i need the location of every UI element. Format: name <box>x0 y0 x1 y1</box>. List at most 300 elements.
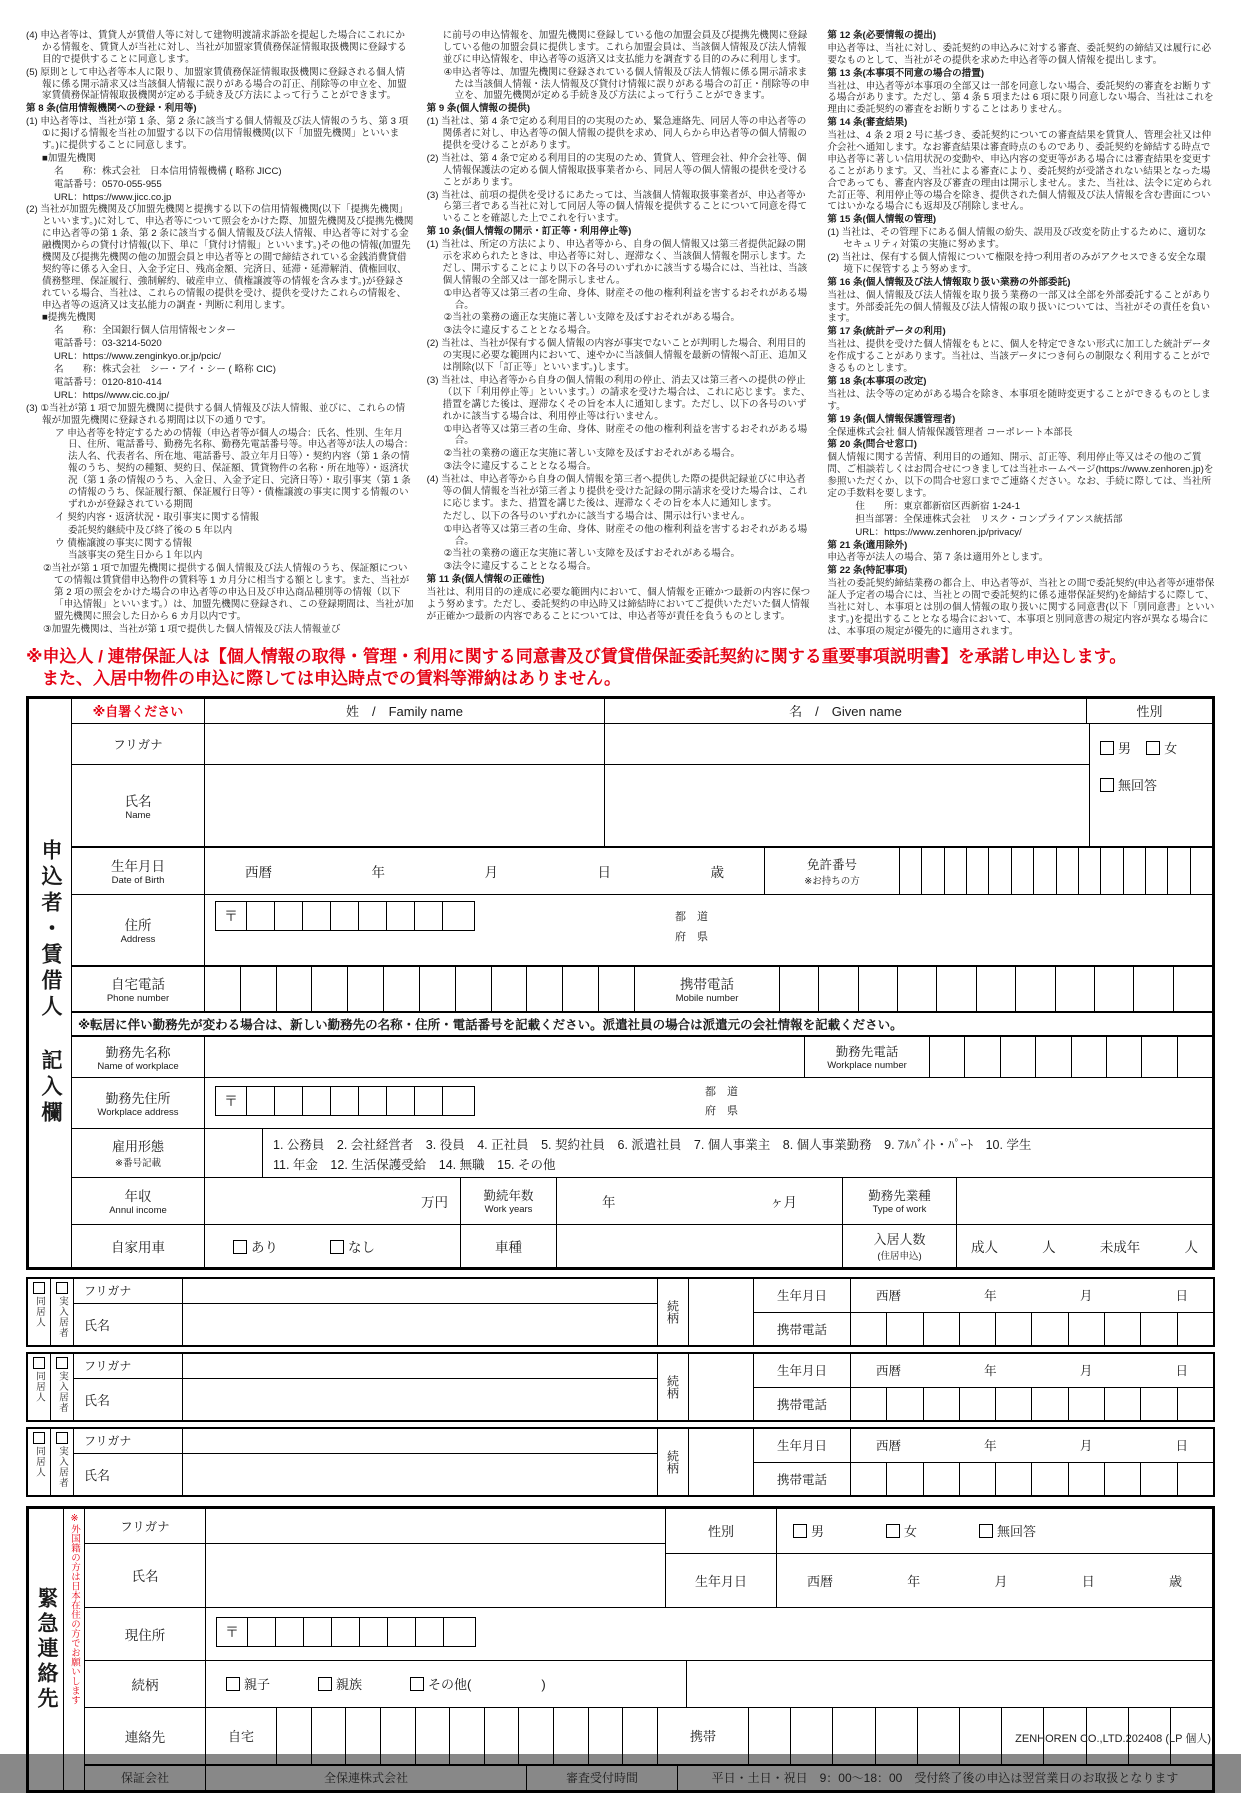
cohabitant-checkbox[interactable] <box>33 1432 45 1444</box>
em-postal-boxes[interactable] <box>216 1617 476 1647</box>
input-box[interactable] <box>345 1708 380 1764</box>
postal-box[interactable] <box>331 1618 359 1646</box>
terms-text: 申込者等は、当社に対し、委託契約の申込みに対する審査、委託契約の締結又は履行に必要なものとして、当社がその提供を求めた申込者等の個人情報を提出します。 <box>827 42 1212 66</box>
cohab-mobile-boxes[interactable] <box>850 1388 1213 1420</box>
input-box[interactable] <box>818 967 857 1011</box>
input-box[interactable] <box>1106 1037 1141 1077</box>
tenure-input[interactable] <box>556 1178 842 1224</box>
cohab-relation-cell[interactable] <box>657 1279 689 1345</box>
input-box[interactable] <box>1141 1037 1176 1077</box>
name-given-input[interactable] <box>604 765 1089 846</box>
guarantor-name: 全保連株式会社 <box>205 1766 526 1790</box>
cohab-relation-label: 続柄 <box>665 1374 680 1399</box>
input-box[interactable] <box>995 1463 1031 1495</box>
terms-text: 電話番号：0570-055-955 <box>54 178 162 190</box>
postal-box[interactable] <box>415 1618 443 1646</box>
cohab-day-label: 日 <box>1175 1289 1188 1304</box>
applicant-form-sidebar <box>29 699 72 1267</box>
input-box[interactable] <box>1056 848 1078 894</box>
input-box[interactable] <box>1104 1463 1140 1495</box>
workplace-note: ※転居に伴い勤務先が変わる場合は、新しい勤務先の名称・住所・電話番号を記載ください。派遣社員の場合は派遣元の会社情報を記載ください。 <box>78 1017 903 1032</box>
workplace-phone-boxes[interactable] <box>929 1037 1212 1077</box>
input-box[interactable] <box>959 1708 1001 1764</box>
postal-box[interactable] <box>358 1087 386 1115</box>
cohabitant-label: 同居人 <box>34 1370 45 1403</box>
cohab-furigana-label: フリガナ <box>74 1429 182 1454</box>
em-rel-parent-label: 親子 <box>244 1677 271 1693</box>
input-box[interactable] <box>886 1313 922 1345</box>
input-box[interactable] <box>588 1708 623 1764</box>
cohabitant-checkbox[interactable] <box>33 1282 45 1294</box>
income-label-en: Annul income <box>109 1205 167 1217</box>
em-rel-parent-checkbox[interactable] <box>226 1677 240 1691</box>
input-box[interactable] <box>995 1313 1031 1345</box>
postal-box[interactable] <box>246 1087 274 1115</box>
employment-options-line2: 11. 年金 12. 生活保護受給 14. 無職 15. その他 <box>273 1157 556 1172</box>
input-box[interactable] <box>1104 1313 1140 1345</box>
car-no-checkbox[interactable] <box>330 1240 344 1254</box>
car-no-label: なし <box>348 1239 375 1255</box>
age-label: 歳 <box>710 864 724 880</box>
input-box[interactable] <box>526 967 562 1011</box>
input-box[interactable] <box>1068 1463 1104 1495</box>
postal-box[interactable] <box>303 1618 331 1646</box>
furigana-label: フリガナ <box>113 737 163 752</box>
input-box[interactable] <box>455 967 491 1011</box>
input-box[interactable] <box>1015 967 1054 1011</box>
input-box[interactable] <box>1094 967 1133 1011</box>
input-box[interactable] <box>1031 1388 1067 1420</box>
emergency-sidebar <box>29 1509 64 1790</box>
cohab-name-input[interactable] <box>183 1454 657 1495</box>
prefecture-suffix: 都 道 府 県 <box>675 910 708 944</box>
em-day-label: 日 <box>1081 1573 1095 1589</box>
address-row <box>72 894 1212 965</box>
terms-text: ②当社の業務の適正な実施に著しい支障を及ぼすおそれがある場合。 <box>443 312 741 324</box>
workplace-phone-label: 勤務先電話 <box>835 1045 899 1060</box>
cohab-name-label: 氏名 <box>84 1392 111 1408</box>
input-box[interactable] <box>959 1463 995 1495</box>
postal-code-boxes[interactable] <box>215 901 475 931</box>
input-box[interactable] <box>1133 967 1172 1011</box>
cohab-furigana-input[interactable] <box>183 1279 657 1304</box>
terms-text: 第 17 条(統計データの利用) <box>827 326 946 338</box>
postal-box[interactable] <box>414 1087 442 1115</box>
terms-text: 担当部署：全保連株式会社 リスク・コンプライアンス統括部 <box>855 513 1123 525</box>
terms-text: 第 8 条(信用情報機関への登録・利用等) <box>26 103 197 115</box>
postal-box[interactable] <box>302 1087 330 1115</box>
resident-checkbox[interactable] <box>56 1282 68 1294</box>
em-female-label: 女 <box>904 1524 918 1540</box>
input-box[interactable] <box>886 1463 922 1495</box>
workplace-address-row <box>72 1077 1212 1128</box>
employment-options-line1: 1. 公務員 2. 会社経営者 3. 役員 4. 正社員 5. 契約社員 6. 派遣社員 7. 個人事業主 8. 個人事業勤務 9. ｱﾙﾊﾞｲﾄ・ﾊﾟｰﾄ 10. 学生 <box>273 1137 1032 1152</box>
input-box[interactable] <box>851 1463 886 1495</box>
industry-input[interactable] <box>956 1178 1212 1224</box>
input-box[interactable] <box>1000 1037 1035 1077</box>
terms-section <box>0 0 1241 639</box>
emergency-foreigner-note: ※外国籍の方は日本在住の方でお願いします <box>69 1512 80 1705</box>
input-box[interactable] <box>1140 1463 1176 1495</box>
input-box[interactable] <box>1145 848 1167 894</box>
input-box[interactable] <box>1031 1313 1067 1345</box>
em-dob-input[interactable] <box>776 1554 1212 1607</box>
input-box[interactable] <box>1167 848 1189 894</box>
input-box[interactable] <box>1031 1463 1067 1495</box>
terms-text: ③法令に違反することとなる場合。 <box>443 561 597 573</box>
terms-column-3 <box>827 30 1215 639</box>
input-box[interactable] <box>1177 1463 1213 1495</box>
input-box[interactable] <box>917 1708 959 1764</box>
postal-box[interactable] <box>386 902 414 930</box>
postal-box[interactable] <box>414 902 442 930</box>
input-box[interactable] <box>1100 848 1122 894</box>
terms-column-2 <box>427 30 815 639</box>
input-box[interactable] <box>1055 967 1094 1011</box>
furigana-family-input[interactable] <box>204 724 604 764</box>
income-label: 年収 <box>124 1189 152 1205</box>
name-block-row <box>72 723 1212 846</box>
resident-checkbox-col <box>51 1429 74 1495</box>
sign-note: ※自署ください <box>92 704 184 720</box>
postal-box[interactable] <box>386 1087 414 1115</box>
input-box[interactable] <box>518 1708 553 1764</box>
em-name-label: 氏名 <box>131 1569 159 1585</box>
cohabitant-checkbox-col <box>28 1354 51 1420</box>
em-female-checkbox[interactable] <box>886 1524 900 1538</box>
input-box[interactable] <box>936 967 975 1011</box>
input-box[interactable] <box>886 1388 922 1420</box>
address-label-en: Address <box>120 934 156 946</box>
license-note: ※お持ちの方 <box>804 875 860 887</box>
em-furigana-input[interactable] <box>205 1509 665 1543</box>
input-box[interactable] <box>419 967 455 1011</box>
terms-text: 当社は、申込者等が本事項の全部又は一部を同意しない場合、委託契約の審査をお断りする場合があります。ただし、第 4 条 5 項または 6 項に限り同意しない場合、当社はこれを理由に委託契約の審査をお断りすることはありません。 <box>827 80 1214 116</box>
cohab-dob-input[interactable] <box>850 1279 1213 1312</box>
year-label: 年 <box>371 864 385 880</box>
postal-box[interactable] <box>442 902 470 930</box>
postal-box[interactable] <box>359 1618 387 1646</box>
employment-note: ※番号記載 <box>115 1158 161 1170</box>
minors-unit: 人 <box>1184 1239 1198 1255</box>
postal-box[interactable] <box>247 1618 275 1646</box>
cohab-name-input[interactable] <box>183 1379 657 1420</box>
license-number-boxes[interactable] <box>899 848 1212 894</box>
car-yes-checkbox[interactable] <box>233 1240 247 1254</box>
input-box[interactable] <box>1035 1037 1070 1077</box>
occupants-input[interactable] <box>956 1225 1212 1267</box>
input-box[interactable] <box>380 1708 415 1764</box>
tenure-year-label: 年 <box>602 1194 616 1210</box>
postal-box[interactable] <box>358 902 386 930</box>
em-rel-relative-checkbox[interactable] <box>318 1677 332 1691</box>
postal-box[interactable] <box>274 1087 302 1115</box>
input-box[interactable] <box>415 1708 450 1764</box>
cohabitant-label: 同居人 <box>34 1295 45 1328</box>
resident-checkbox[interactable] <box>56 1432 68 1444</box>
mobile-phone-label: 携帯電話 <box>680 977 734 993</box>
terms-text: 第 22 条(特記事項) <box>827 565 908 577</box>
tenure-label: 勤続年数 <box>483 1189 534 1204</box>
input-box[interactable] <box>449 1708 484 1764</box>
input-box[interactable] <box>1190 848 1212 894</box>
input-box[interactable] <box>1078 848 1100 894</box>
terms-text: (2) 当社は、保有する個人情報について権限を持つ利用者のみがアクセスできる安全な環境下に保管するよう努めます。 <box>827 252 1206 275</box>
home-phone-label-en: Phone number <box>106 993 170 1005</box>
postal-box[interactable] <box>275 1618 303 1646</box>
input-box[interactable] <box>276 967 312 1011</box>
terms-text: 第 9 条(個人情報の提供) <box>426 103 531 115</box>
acceptance-notice <box>26 646 1215 691</box>
input-box[interactable] <box>205 967 240 1011</box>
input-box[interactable] <box>966 848 988 894</box>
workplace-address-input[interactable] <box>204 1078 1212 1128</box>
day-label: 日 <box>597 864 611 880</box>
em-rel-other-checkbox[interactable] <box>410 1677 424 1691</box>
cohab-furigana-input[interactable] <box>183 1354 657 1379</box>
em-month-label: 月 <box>994 1573 1008 1589</box>
cohab-mobile-boxes[interactable] <box>850 1463 1213 1495</box>
employment-options <box>262 1129 1212 1177</box>
input-box[interactable] <box>562 967 598 1011</box>
cohab-day-label: 日 <box>1175 1364 1188 1379</box>
terms-text: 第 19 条(個人情報保護管理者) <box>827 413 956 425</box>
car-model-input[interactable] <box>556 1225 842 1267</box>
mobile-phone-label-en: Mobile number <box>675 993 739 1005</box>
cohabitant-block <box>26 1352 1215 1422</box>
applicant-section-title: 申込者・賃借人 記入欄 <box>39 838 62 1127</box>
postal-box[interactable] <box>302 902 330 930</box>
terms-text: ③加盟先機関は、当社が第 1 項で提供した個人情報及び法人情報並び <box>43 623 341 635</box>
postal-mark: 〒 <box>224 907 238 924</box>
workplace-name-input[interactable] <box>204 1037 804 1077</box>
input-box[interactable] <box>311 967 347 1011</box>
postal-box[interactable] <box>387 1618 415 1646</box>
input-box[interactable] <box>995 1388 1031 1420</box>
cohab-furigana-label: フリガナ <box>74 1279 182 1304</box>
input-box[interactable] <box>1068 1388 1104 1420</box>
terms-text: ア 申込者等を特定するための情報（申込者等が個人の場合：氏名、性別、生年月日、住所、電話番号、勤務先名称、勤務先電話番号等。申込者等が法人の場合：法人名、代表者名、所在地、電話番号、設立年月日等）・契約内容（第 1 条の情報のうち、契約の種類、契約日、保証額、賃貸物件の名称・所在地等）・返済状況（第 1 条の情報のうち、入金日、入金予定日、完済日等）・取引事実（第 1 条の情報のうち、保証履行額、保証履行日等）・債権譲渡の事実に関する情報のいずれかが登録されている期間 <box>55 427 414 510</box>
input-box[interactable] <box>347 967 383 1011</box>
input-box[interactable] <box>780 967 818 1011</box>
input-box[interactable] <box>484 1708 519 1764</box>
cohab-furigana-input[interactable] <box>183 1429 657 1454</box>
postal-box[interactable] <box>330 1087 358 1115</box>
input-box[interactable] <box>311 1708 346 1764</box>
terms-text: URL：https//www.cic.co.jp/ <box>54 389 170 401</box>
income-row <box>72 1177 1212 1224</box>
name-label: 氏名 <box>124 793 152 809</box>
postal-box[interactable] <box>274 902 302 930</box>
input-box[interactable] <box>277 1708 311 1764</box>
terms-text: ③法令に違反することとなる場合。 <box>443 461 597 473</box>
cohab-name-label: 氏名 <box>84 1467 111 1483</box>
furigana-given-input[interactable] <box>604 724 1089 764</box>
terms-text: ③法令に違反することとなる場合。 <box>443 325 597 337</box>
input-box[interactable] <box>622 1708 657 1764</box>
cohab-month-label: 月 <box>1079 1439 1093 1454</box>
input-box[interactable] <box>1140 1388 1176 1420</box>
input-box[interactable] <box>832 1708 874 1764</box>
terms-text: (1) 申込者等は、当社が第 1 条、第 2 条に該当する個人情報及び法人情報のうち、第 3 項①に掲げる情報を当社の加盟する以下の信用情報機関(以下「加盟先機関」といいます。)に提供することに同意します。 <box>26 116 409 152</box>
cohabitant-section <box>26 1277 1215 1497</box>
home-phone-boxes[interactable] <box>204 967 634 1011</box>
name-family-input[interactable] <box>204 765 604 846</box>
dob-fields[interactable] <box>204 848 764 894</box>
industry-label-en: Type of work <box>872 1204 927 1216</box>
resident-checkbox-col <box>51 1279 74 1345</box>
cohab-year-label: 年 <box>984 1439 997 1454</box>
workplace-name-label: 勤務先名称 <box>105 1044 171 1060</box>
input-box[interactable] <box>923 1463 959 1495</box>
input-box[interactable] <box>964 1037 999 1077</box>
postal-box[interactable] <box>246 902 274 930</box>
terms-text: 第 18 条(本事項の改定) <box>827 375 927 387</box>
male-checkbox[interactable] <box>1100 741 1114 755</box>
postal-box[interactable] <box>443 1618 471 1646</box>
income-input[interactable] <box>204 1178 460 1224</box>
emergency-section <box>26 1506 1215 1793</box>
terms-text: 当社は、個人情報及び法人情報を取り扱う業務の一部又は全部を外部委託することがあります。外部委託先の個人情報及び法人情報の取り扱いについては、当社がその責任を負います。 <box>827 289 1212 325</box>
em-address-input[interactable] <box>205 1608 1212 1660</box>
resident-label: 実入居者 <box>57 1445 68 1488</box>
workplace-address-label-en: Workplace address <box>97 1106 179 1118</box>
input-box[interactable] <box>900 848 921 894</box>
female-checkbox[interactable] <box>1146 741 1160 755</box>
terms-text: URL：https://www.zenhoren.jp/privacy/ <box>855 526 1022 538</box>
input-box[interactable] <box>749 1708 790 1764</box>
employment-row <box>72 1128 1212 1177</box>
postal-box[interactable] <box>330 902 358 930</box>
cohab-name-input[interactable] <box>183 1304 657 1345</box>
input-box[interactable] <box>598 967 634 1011</box>
input-box[interactable] <box>1071 1037 1106 1077</box>
em-year-label: 年 <box>907 1573 921 1589</box>
input-box[interactable] <box>959 1388 995 1420</box>
terms-text: ②当社の業務の適正な実施に著しい支障を及ぼすおそれがある場合。 <box>443 548 741 560</box>
em-na-checkbox[interactable] <box>979 1524 993 1538</box>
input-box[interactable] <box>851 1313 886 1345</box>
input-box[interactable] <box>1104 1388 1140 1420</box>
cohab-relation-label: 続柄 <box>665 1299 680 1324</box>
employment-number-input[interactable] <box>204 1129 262 1177</box>
terms-text: 第 21 条(適用除外) <box>827 539 908 551</box>
cohab-era-label: 西暦 <box>876 1364 902 1379</box>
em-male-checkbox[interactable] <box>793 1524 807 1538</box>
address-label: 住所 <box>124 918 152 934</box>
input-box[interactable] <box>959 1313 995 1345</box>
terms-text: 第 10 条(個人情報の開示・訂正等・利用停止等) <box>426 226 632 238</box>
terms-text: (3) 当社は、申込者等から自身の個人情報の利用の停止、消去又は第三者への提供の停止（以下「利用停止等」といいます。）の請求を受けた場合は、これに応じます。また、措置を講じた後は、遅滞なくその旨を本人に通知します。ただし、以下の各号のいずれかに該当する場合は、利用停止等は行いません。 <box>426 374 811 422</box>
input-box[interactable] <box>1177 1388 1213 1420</box>
terms-text: 個人情報に関する苦情、利用目的の通知、開示、訂正等、利用停止等又はその他のご質問、ご相談若しくはお問合せにつきましては当社ホームページ(https://www.zenhoren.jp)を参照いただくか、以下の問合せ窓口までご連絡ください。なお、手続に際しては、当社所定の手数料を要します。 <box>827 452 1214 499</box>
terms-text: 当社は、利用目的の達成に必要な範囲内において、個人情報を正確かつ最新の内容に保つよう努めます。ただし、委託契約の申込時又は締結時においてご提供いただいた個人情報が正確かつ最新の内容であることについては、申込者等が責任を負うものとします。 <box>426 587 811 622</box>
terms-text: ①申込者等又は第三者の生命、身体、財産その他の権利利益を害するおそれがある場合。 <box>443 287 808 311</box>
input-box[interactable] <box>976 967 1015 1011</box>
mobile-phone-boxes[interactable] <box>779 967 1212 1011</box>
cohab-dob-input[interactable] <box>850 1429 1213 1462</box>
input-box[interactable] <box>1177 1313 1213 1345</box>
terms-text: に前号の申込情報を、加盟先機関に登録している他の加盟会員及び提携先機関に登録している他の加盟会員に提供します。これら加盟会員は、当該個人情報及び法人情報並びに申込情報を、申込者等の返済又は支払能力を調査する目的のみに利用します。 <box>442 30 808 65</box>
postal-box[interactable] <box>442 1087 470 1115</box>
cohab-relation-cell[interactable] <box>657 1354 689 1420</box>
gender-na-checkbox[interactable] <box>1100 778 1114 792</box>
given-name-header: 名 / Given name <box>604 699 1086 723</box>
input-box[interactable] <box>491 967 527 1011</box>
input-box[interactable] <box>858 967 897 1011</box>
gender-na-label: 無回答 <box>1118 777 1158 793</box>
workplace-postal-boxes[interactable] <box>215 1086 475 1116</box>
terms-text: (3) 当社は、前項の提供を受けるにあたっては、当該個人情報取扱事業者が、申込者等から第三者である当社に対して同居人等の個人情報を提供することについて同意を得ていることを確認した上でこれを行います。 <box>426 189 808 225</box>
cohab-mobile-boxes[interactable] <box>850 1313 1213 1345</box>
applicant-form <box>26 696 1215 1270</box>
cohab-day-label: 日 <box>1175 1439 1188 1454</box>
dob-row <box>72 846 1212 894</box>
em-gender-label: 性別 <box>707 1524 734 1540</box>
input-box[interactable] <box>988 848 1010 894</box>
em-gender-options <box>776 1509 1212 1553</box>
family-name-header: 姓 / Family name <box>204 699 604 723</box>
terms-text: (1) 当社は、その管理下にある個人情報の紛失、誤用及び改変を防止するために、適切なセキュリティ対策の実施に努めます。 <box>827 227 1207 251</box>
car-yes-label: あり <box>251 1239 278 1255</box>
input-box[interactable] <box>851 1388 886 1420</box>
em-name-input[interactable] <box>205 1544 665 1607</box>
input-box[interactable] <box>240 967 276 1011</box>
input-box[interactable] <box>1173 967 1212 1011</box>
input-box[interactable] <box>930 1037 964 1077</box>
terms-text: (4) 申込者等は、賃貸人が賃借人等に対して建物明渡請求訴訟を提起した場合にこれにかかる情報を、賃貸人が当社に対し、当社が加盟家賃債務保証情報取扱機関に登録する目的で提供することに同意します。 <box>26 30 407 65</box>
em-home-phone-boxes[interactable] <box>276 1708 657 1764</box>
cohabitant-checkbox[interactable] <box>33 1357 45 1369</box>
input-box[interactable] <box>790 1708 832 1764</box>
input-box[interactable] <box>383 967 419 1011</box>
terms-text: 全保連株式会社 個人情報保護管理者 コーポレート本部長 <box>827 426 1073 438</box>
input-box[interactable] <box>875 1708 917 1764</box>
input-box[interactable] <box>553 1708 588 1764</box>
cohab-relation-cell[interactable] <box>657 1429 689 1495</box>
terms-text: (1) 当社は、第 4 条で定める利用目的の実現のため、緊急連絡先、同居人等の申込者等の関係者に対し、申込者等の個人情報の提供を求め、同人らから申込者等の個人情報の提供を受けることがあります。 <box>426 116 807 152</box>
em-furigana-label: フリガナ <box>120 1519 170 1534</box>
terms-text: URL：https://www.zenginkyo.or.jp/pcic/ <box>54 351 221 363</box>
notice-line-1: ※申込人 / 連帯保証人は【個人情報の取得・管理・利用に関する同意書及び賃貸借保証委託契約に関する重要事項説明書】を承諾し申込します。 <box>26 646 1127 666</box>
cohab-dob-input[interactable] <box>850 1354 1213 1387</box>
input-box[interactable] <box>923 1388 959 1420</box>
input-box[interactable] <box>1033 848 1055 894</box>
minors-label: 未成年 <box>1099 1239 1141 1255</box>
car-model-label: 車種 <box>495 1239 522 1255</box>
terms-text: 申込者等が法人の場合、第 7 条は適用外とします。 <box>827 552 1049 564</box>
input-box[interactable] <box>944 848 966 894</box>
terms-text: (4) 当社は、申込者等から自身の個人情報を第三者へ提供した際の提供記録並びに申込者等の個人情報を当社が第三者より提供を受けた記録の開示請求を受けた場合は、これに応じます。また、措置を講じた後は、遅滞なくその旨を本人に通知します。 <box>426 474 808 509</box>
workplace-note-row <box>72 1011 1212 1036</box>
input-box[interactable] <box>1068 1313 1104 1345</box>
input-box[interactable] <box>1140 1313 1176 1345</box>
input-box[interactable] <box>923 1313 959 1345</box>
input-box[interactable] <box>1123 848 1145 894</box>
input-box[interactable] <box>1177 1037 1212 1077</box>
cohab-month-label: 月 <box>1079 1364 1093 1379</box>
terms-text: (2) 当社は、第 4 条で定める利用目的の実現のため、賃貸人、管理会社、仲介会社等、個人情報保護法の定める個人情報取扱事業者から、同居人等の個人情報の提供を受けることがあります。 <box>426 152 808 188</box>
cohab-dob-label: 生年月日 <box>776 1289 827 1304</box>
input-box[interactable] <box>921 848 943 894</box>
input-box[interactable] <box>1011 848 1033 894</box>
input-box[interactable] <box>897 967 936 1011</box>
address-input[interactable] <box>204 895 1212 965</box>
terms-text: 第 13 条(本事項不同意の場合の措置) <box>827 67 985 79</box>
cohabitant-block <box>26 1277 1215 1347</box>
resident-checkbox[interactable] <box>56 1357 68 1369</box>
page-footer: ZENHOREN CO.,LTD.202408 (LP 個人) <box>1015 1733 1211 1745</box>
